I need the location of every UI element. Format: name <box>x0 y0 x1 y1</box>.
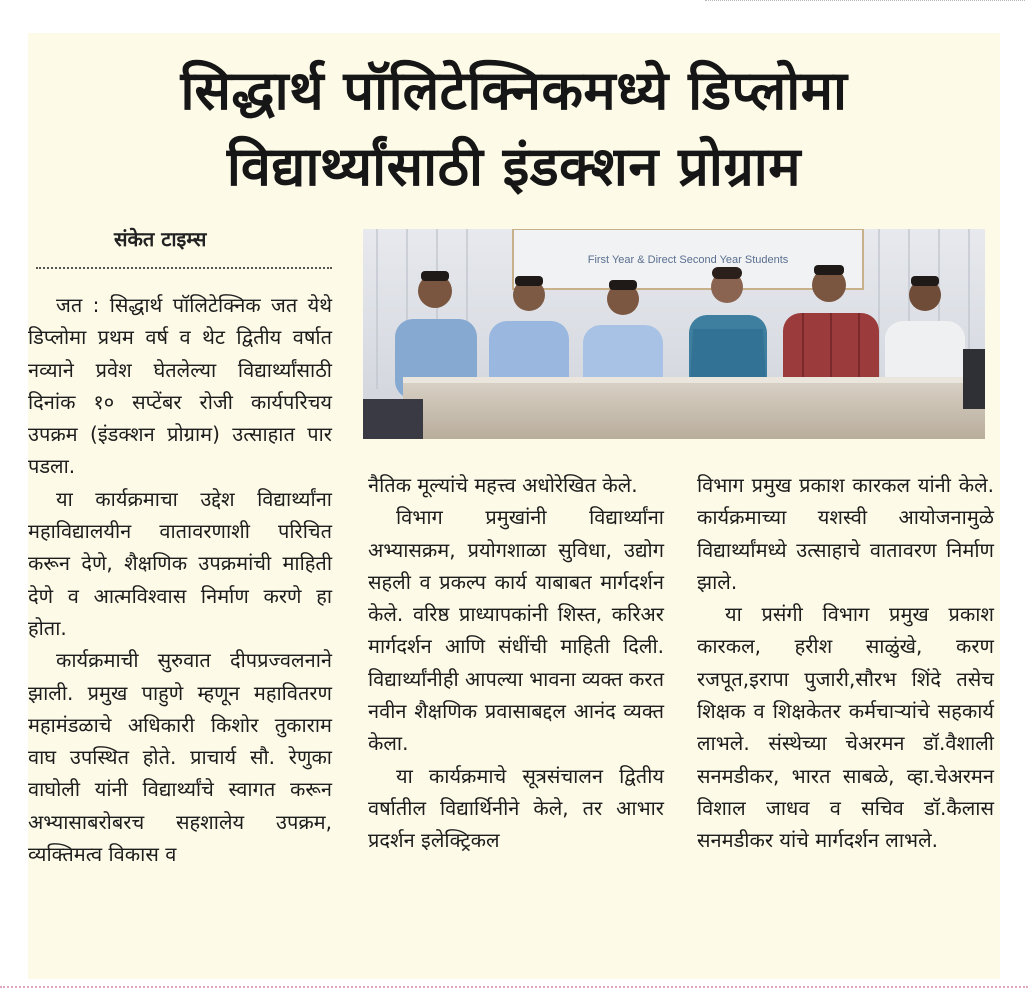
headline-line-1: सिद्धार्थ पॉलिटेक्निकमध्ये डिप्लोमा <box>180 59 848 122</box>
article-paragraph: या कार्यक्रमाचे सूत्रसंचालन द्वितीय वर्षातील विद्यार्थिनीने केले, तर आभार प्रदर्शन इलेक्ट्रिकल <box>368 763 664 853</box>
article-paragraph: कार्यक्रमाची सुरुवात दीपप्रज्वलनाने झाली. प्रमुख पाहुणे म्हणून महावितरण महामंडळाचे अधिकारी किशोर तुकाराम वाघ उपस्थित होते. प्राचार्य सौ. रेणुका वाघोली यांनी विद्यार्थ्यांचे स्वागत करून अभ्यासाबरोबरच सहशालेय उपक्रम, व्यक्तिमत्व विकास व <box>28 648 332 867</box>
event-photo <box>363 229 985 439</box>
article-paragraph: या कार्यक्रमाचा उद्देश विद्यार्थ्यांना महाविद्यालयीन वातावरणाशी परिचित करून देणे, शैक्षणिक उपक्रमांची माहिती देणे व आत्मविश्वास निर्माण करणे हा होता. <box>28 486 332 640</box>
source-name: संकेत टाइम्स <box>114 227 207 251</box>
article-paragraph: विभाग प्रमुख प्रकाश कारकल यांनी केले. कार्यक्रमाच्या यशस्वी आयोजनामुळे विद्यार्थ्यांमध्ये उत्साहाचे वातावरण निर्माण झाले. <box>697 473 994 594</box>
article-paragraph: जत : सिद्धार्थ पॉलिटेक्निक जत येथे डिप्लोमा प्रथम वर्ष व थेट द्वितीय वर्षात नव्याने प्रवेश घेतलेल्या विद्यार्थ्यांसाठी दिनांक १० सप्टेंबर रोजी कार्यपरिचय उपक्रम (इंडक्शन प्रोग्राम) उत्साहात पार पडला. <box>28 293 332 479</box>
news-clipping <box>28 33 1000 979</box>
article-column-1 <box>28 289 332 870</box>
article-column-2 <box>368 469 664 857</box>
photo-banner-text: First Year & Direct Second Year Students <box>587 254 789 266</box>
article-paragraph: विभाग प्रमुखांनी विद्यार्थ्यांना अभ्यासक्रम, प्रयोगशाळा सुविधा, उद्योग सहली व प्रकल्प कार्य याबाबत मार्गदर्शन केले. वरिष्ठ प्राध्यापकांनी शिस्त, करिअर मार्गदर्शन आणि संधींची माहिती दिली. विद्यार्थ्यांनीही आपल्या भावना व्यक्त करत नवीन शैक्षणिक प्रवासाबद्दल आनंद व्यक्त केला. <box>368 505 664 756</box>
headline <box>28 53 1000 205</box>
top-divider <box>705 0 1025 3</box>
article-paragraph: नैतिक मूल्यांचे महत्त्व अधोरेखित केले. <box>368 473 638 497</box>
article-paragraph: या प्रसंगी विभाग प्रमुख प्रकाश कारकल, हरीश साळुंखे, करण रजपूत,इरापा पुजारी,सौरभ शिंदे तसेच शिक्षक व शिक्षकेतर कर्मचाऱ्यांचे सहकार्य लाभले. संस्थेच्या चेअरमन डॉ.वैशाली सनमडीकर, भारत साबळे, व्हा.चेअरमन विशाल जाधव व सचिव डॉ.कैलास सनमडीकर यांचे मार्गदर्शन लाभले. <box>697 602 994 853</box>
bottom-divider <box>0 986 1028 988</box>
headline-line-2: विद्यार्थ्यांसाठी इंडक्शन प्रोग्राम <box>226 135 802 198</box>
source-divider <box>36 267 332 269</box>
article-column-3 <box>697 469 994 857</box>
